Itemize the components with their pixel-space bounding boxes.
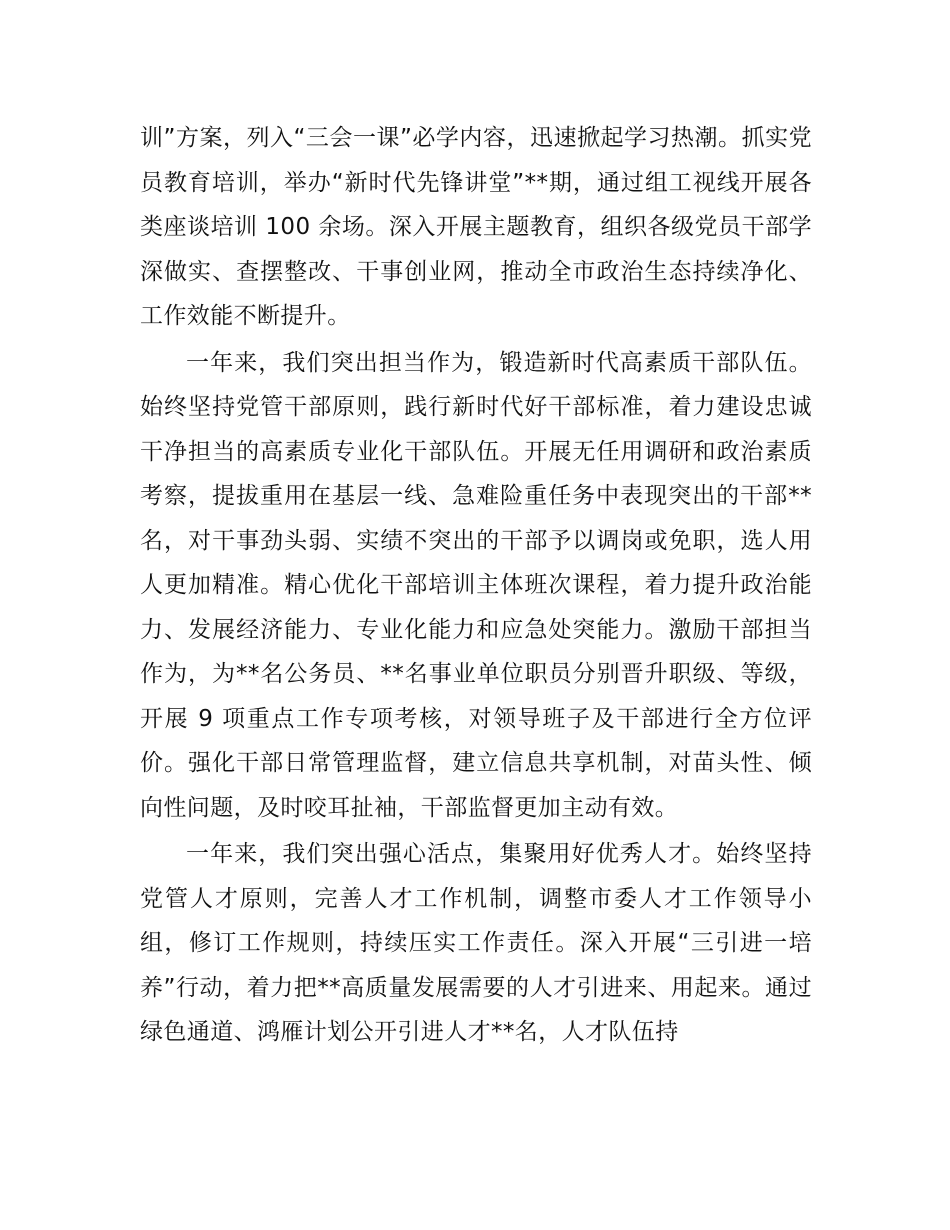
paragraph-3: 一年来，我们突出强心活点，集聚用好优秀人才。始终坚持党管人才原则，完善人才工作机制，调整市委人才工作领导小组，修订工作规则，持续压实工作责任。深入开展“三引进一培养”行动，着力把**高质量发展需要的人才引进来、用起来。通过绿色通道、鸿雁计划公开引进人才**名，人才队伍持 — [140, 841, 812, 1045]
paragraph-2: 一年来，我们突出担当作为，锻造新时代高素质干部队伍。始终坚持党管干部原则，践行新时代好干部标准，着力建设忠诚干净担当的高素质专业化干部队伍。开展无任用调研和政治素质考察，提拔重用在基层一线、急难险重任务中表现突出的干部**名，对干事劲头弱、实绩不突出的干部予以调岗或免职，选人用人更加精准。精心优化干部培训主体班次课程，着力提升政治能力、发展经济能力、专业化能力和应急处突能力。激励干部担当作为，为**名公务员、**名事业单位职员分别晋升职级、等级，开展 9 项重点工作专项考核，对领导班子及干部进行全方位评价。强化干部日常管理监督，建立信息共享机制，对苗头性、倾向性问题，及时咬耳扯袖，干部监督更加主动有效。 — [140, 349, 812, 821]
document-body — [140, 116, 812, 1057]
paragraph-1: 训”方案，列入“三会一课”必学内容，迅速掀起学习热潮。抓实党员教育培训，举办“新时代先锋讲堂”**期，通过组工视线开展各类座谈培训 100 余场。深入开展主题教育，组织各级党员干部学深做实、查摆整改、干事创业网，推动全市政治生态持续净化、工作效能不断提升。 — [140, 125, 812, 329]
